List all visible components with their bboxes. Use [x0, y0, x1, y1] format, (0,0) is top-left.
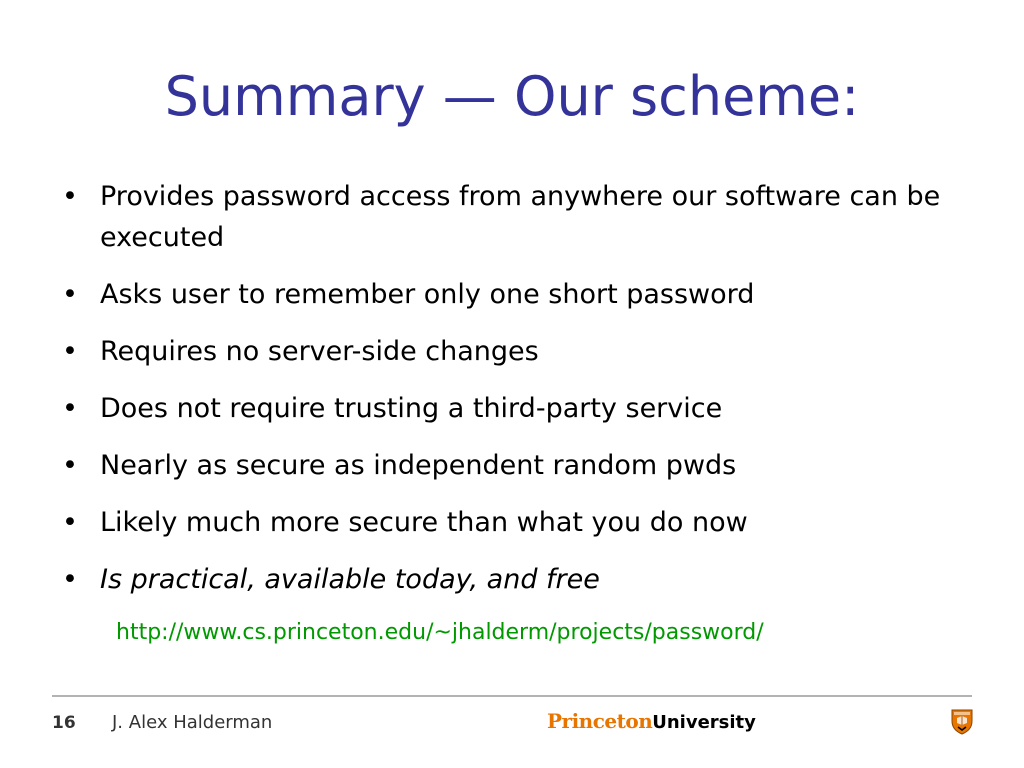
bullet-dot: • [62, 450, 78, 481]
bullet-item [62, 445, 952, 486]
bullet-item [62, 388, 952, 429]
bullet-list [62, 176, 952, 616]
bullet-dot: • [62, 507, 78, 538]
bullet-dot: • [62, 393, 78, 424]
bullet-item [62, 502, 952, 543]
bullet-text: Requires no server-side changes [100, 336, 539, 367]
bullet-text: Is practical, available today, and free [100, 564, 600, 595]
princeton-shield-icon [951, 709, 973, 735]
bullet-dot: • [62, 336, 78, 367]
bullet-dot: • [62, 279, 78, 310]
bullet-dot: • [62, 564, 78, 595]
bullet-item [62, 331, 952, 372]
bullet-item [62, 176, 952, 258]
bullet-dot: • [62, 181, 78, 212]
bullet-text: Provides password access from anywhere our software can be executed [100, 181, 941, 253]
logo-princeton-text: Princeton [547, 709, 653, 733]
footer-divider [52, 695, 972, 697]
bullet-text: Nearly as secure as independent random pwds [100, 450, 737, 481]
bullet-text: Likely much more secure than what you do now [100, 507, 748, 538]
princeton-university-logo [547, 708, 756, 736]
bullet-text: Asks user to remember only one short password [100, 279, 755, 310]
project-link[interactable]: http://www.cs.princeton.edu/~jhalderm/projects/password/ [116, 620, 764, 645]
bullet-text: Does not require trusting a third-party service [100, 393, 723, 424]
bullet-item [62, 274, 952, 315]
bullet-item [62, 559, 952, 600]
logo-university-text: University [652, 712, 756, 733]
slide-title: Summary — Our scheme: [164, 65, 860, 128]
page-number: 16 [52, 713, 76, 733]
author-name: J. Alex Halderman [112, 712, 273, 733]
